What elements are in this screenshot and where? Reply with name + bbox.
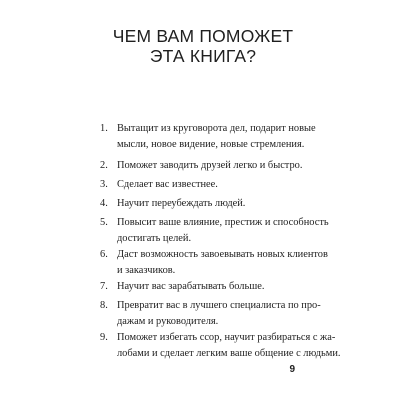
list-item-line: лобами и сделает легким ваше общение с людьми. bbox=[117, 348, 341, 360]
list-item-line: Повысит ваше влияние, престиж и способность bbox=[117, 217, 329, 228]
list-item-number: 1. bbox=[100, 123, 108, 134]
list-item-number: 7. bbox=[100, 281, 108, 292]
list-item-line: Превратит вас в лучшего специалиста по про- bbox=[117, 300, 321, 311]
page-number: 9 bbox=[289, 364, 295, 375]
page-title-line-1: ЧЕМ ВАМ ПОМОЖЕТ bbox=[112, 26, 294, 46]
list-item-number: 5. bbox=[100, 217, 108, 228]
list-item-number: 2. bbox=[100, 160, 108, 171]
list-item-line: Вытащит из круговорота дел, подарит новые bbox=[117, 123, 316, 134]
list-item-text bbox=[117, 330, 341, 362]
list-item-text bbox=[117, 121, 330, 153]
list-item-number: 3. bbox=[100, 179, 108, 190]
list-item-text bbox=[117, 247, 330, 279]
list-item-line: достигать целей. bbox=[117, 233, 192, 245]
list-item-number: 9. bbox=[100, 332, 108, 343]
list-item-line: Даст возможность завоевывать новых клиентов bbox=[117, 249, 328, 260]
list-item-line: и заказчиков. bbox=[117, 265, 176, 277]
list-item-text bbox=[117, 196, 330, 212]
list-item-number: 6. bbox=[100, 249, 108, 260]
list-item-number: 4. bbox=[100, 198, 108, 209]
list-item-line: Научит переубеждать людей. bbox=[117, 198, 246, 209]
list-item-line: мысли, новое видение, новые стремления. bbox=[117, 139, 305, 151]
list-item-text bbox=[117, 298, 330, 330]
list-item-line: Сделает вас известнее. bbox=[117, 179, 218, 190]
list-item-line: дажам и руководителя. bbox=[117, 316, 219, 328]
list-item-text bbox=[117, 177, 330, 193]
list-item-text bbox=[117, 215, 330, 247]
list-item-line: Поможет избегать ссор, научит разбираться с жа- bbox=[117, 332, 336, 343]
list-item-text bbox=[117, 279, 330, 295]
list-item-line: Научит вас зарабатывать больше. bbox=[117, 281, 265, 292]
list-item-text bbox=[117, 158, 330, 174]
list-item-number: 8. bbox=[100, 300, 108, 311]
list-item-line: Поможет заводить друзей легко и быстро. bbox=[117, 160, 303, 171]
page-title-line-2: ЭТА КНИГА? bbox=[149, 46, 257, 66]
